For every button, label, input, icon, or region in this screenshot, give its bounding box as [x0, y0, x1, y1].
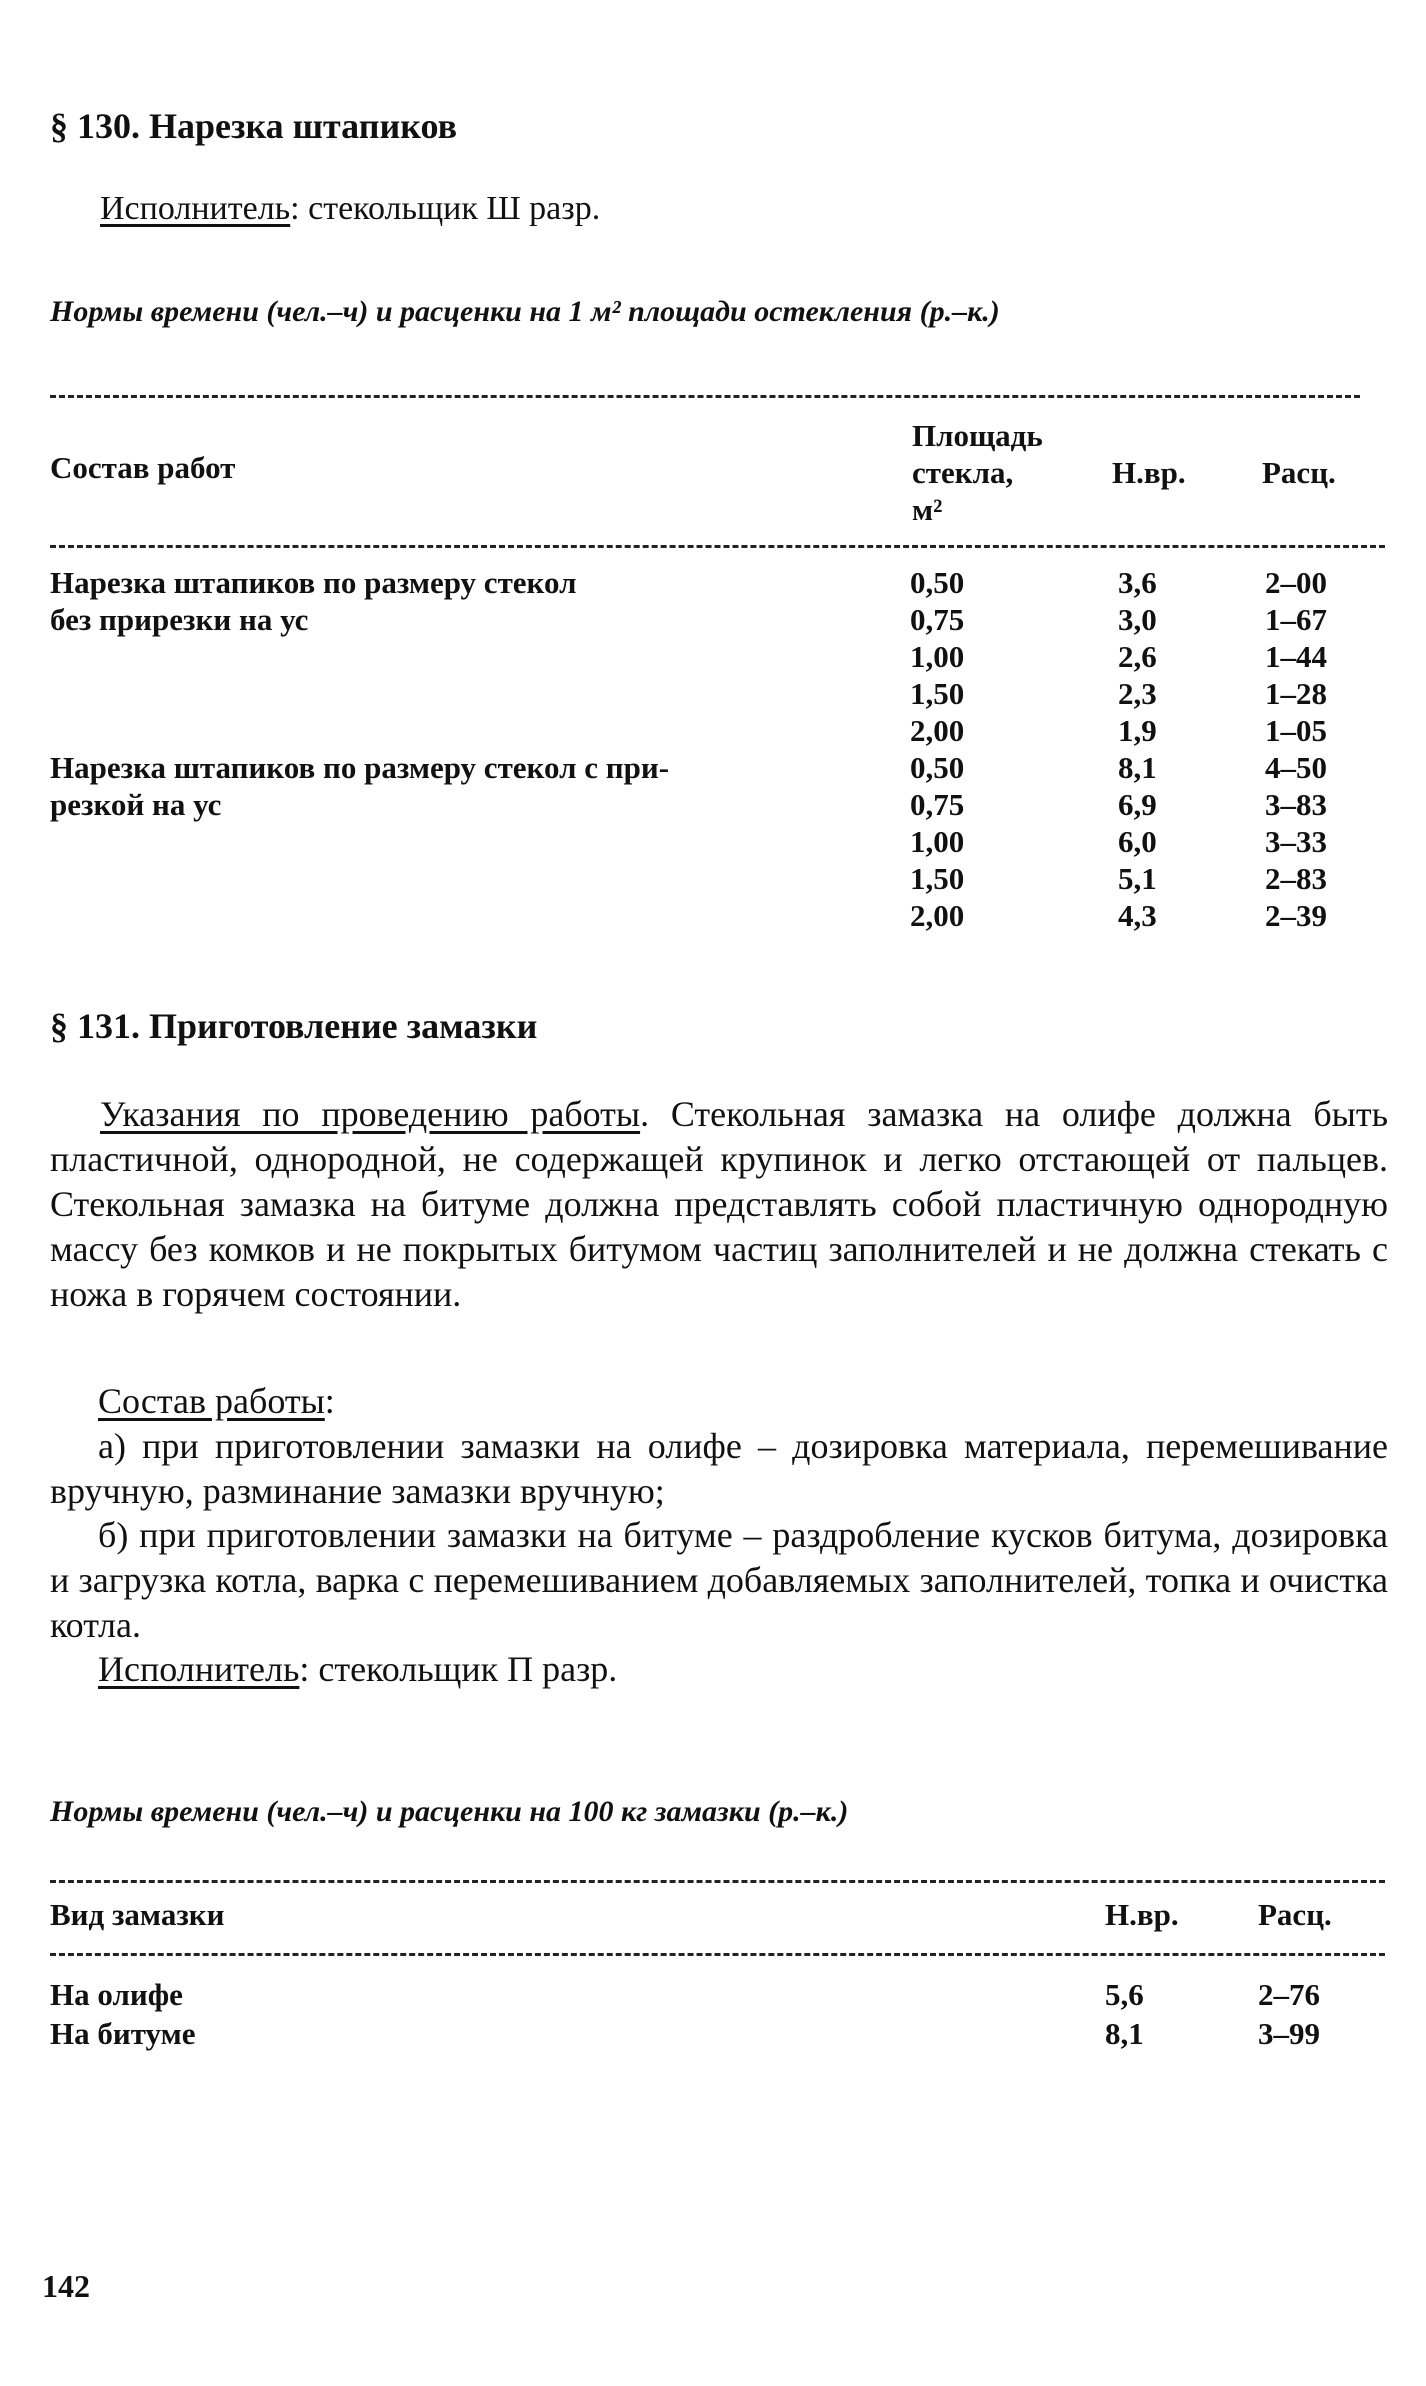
norms-caption-130: Нормы времени (чел.–ч) и расценки на 1 м² площади остекления (р.–к.): [50, 295, 1000, 328]
group-2-desc-line-2: резкой на ус: [50, 787, 222, 822]
table-cell-rasc: 2–83: [1265, 861, 1327, 896]
executor-text: : стекольщик Ш разр.: [290, 190, 601, 227]
executor-label: Исполнитель: [100, 190, 291, 227]
table-cell-nvr: 1,9: [1118, 713, 1157, 748]
table-cell-rasc: 1–44: [1265, 639, 1327, 674]
table-cell-area: 1,50: [910, 861, 965, 896]
group-2-desc-line-1: Нарезка штапиков по размеру стекол с при-: [50, 750, 670, 785]
table-cell-rasc: 1–28: [1265, 676, 1327, 711]
table-cell-area: 1,50: [910, 676, 965, 711]
executor-text: : стекольщик П разр.: [299, 1649, 618, 1689]
table2-rule-header: [50, 1953, 1385, 1956]
table-cell-nvr: 5,1: [1118, 861, 1157, 896]
section-131-executor: [98, 1648, 617, 1690]
instructions-label: Указания по проведению работы: [100, 1094, 641, 1134]
table-cell-nvr: 6,0: [1118, 824, 1157, 859]
table-cell-type: На олифе: [50, 1977, 183, 2012]
composition-label: Состав работы: [98, 1381, 325, 1421]
table-cell-area: 1,00: [910, 824, 965, 859]
header-nvr: Н.вр.: [1112, 455, 1186, 490]
table-cell-nvr: 8,1: [1105, 2016, 1144, 2051]
table-cell-area: 1,00: [910, 639, 965, 674]
header-work: Состав работ: [50, 450, 236, 485]
header-nvr: Н.вр.: [1105, 1897, 1179, 1932]
section-130-title: § 130. Нарезка штапиков: [50, 106, 458, 146]
table-cell-nvr: 6,9: [1118, 787, 1157, 822]
table-cell-nvr: 4,3: [1118, 898, 1157, 933]
composition-item-a: а) при приготовлении замазки на олифе – дозировка материала, перемешивание вручную, разминание замазки вручную;: [50, 1426, 1388, 1511]
table-cell-nvr: 8,1: [1118, 750, 1157, 785]
header-area-1: Площадь: [912, 418, 1043, 453]
table-cell-area: 0,75: [910, 787, 965, 822]
table-cell-rasc: 3–83: [1265, 787, 1327, 822]
table-cell-rasc: 1–67: [1265, 602, 1327, 637]
table-cell-nvr: 2,3: [1118, 676, 1157, 711]
table-cell-rasc: 2–76: [1258, 1977, 1320, 2012]
table-rule-header: [50, 545, 1385, 548]
instructions-paragraph: [50, 1092, 1388, 1317]
table-cell-nvr: 3,0: [1118, 602, 1157, 637]
section-130-executor: [100, 190, 600, 228]
table-cell-area: 0,50: [910, 750, 965, 785]
table2-rule-top: [50, 1880, 1385, 1883]
header-type: Вид замазки: [50, 1897, 225, 1932]
instructions-text: . Стекольная замазка на олифе должна быть пластичной, однородной, не содержащей крупинок и легко отстающей от пальцев. Стекольная замазка на битуме должна представлять собой пластичную однородную массу без комков и не покрытых битумом частиц заполнителей и не должна стекать с ножа в горячем состоянии.: [50, 1094, 1388, 1314]
section-131-title: § 131. Приготовление замазки: [50, 1006, 538, 1046]
table-cell-rasc: 2–39: [1265, 898, 1327, 933]
header-rasc: Расц.: [1262, 455, 1336, 490]
table-cell-area: 2,00: [910, 898, 965, 933]
page-number: 142: [42, 2268, 90, 2304]
table-cell-nvr: 2,6: [1118, 639, 1157, 674]
table-cell-rasc: 1–05: [1265, 713, 1327, 748]
group-1-desc-line-1: Нарезка штапиков по размеру стекол: [50, 565, 577, 600]
table-cell-nvr: 3,6: [1118, 565, 1157, 600]
composition-colon: :: [324, 1381, 335, 1421]
table-cell-rasc: 4–50: [1265, 750, 1327, 785]
header-area-3: м²: [912, 492, 943, 527]
table-cell-rasc: 2–00: [1265, 565, 1327, 600]
group-1-desc-line-2: без прирезки на ус: [50, 602, 309, 637]
header-area-2: стекла,: [912, 455, 1014, 490]
norms-caption-131: Нормы времени (чел.–ч) и расценки на 100 кг замазки (р.–к.): [50, 1795, 849, 1828]
table-cell-type: На битуме: [50, 2016, 196, 2051]
header-rasc: Расц.: [1258, 1897, 1332, 1932]
composition-heading: [98, 1380, 335, 1422]
table-cell-rasc: 3–33: [1265, 824, 1327, 859]
table-cell-area: 0,75: [910, 602, 965, 637]
table-cell-rasc: 3–99: [1258, 2016, 1320, 2051]
table-cell-area: 2,00: [910, 713, 965, 748]
composition-item-b: б) при приготовлении замазки на битуме – раздробление кусков битума, дозировка и загрузка котла, варка с перемешиванием добавляемых заполнителей, топка и очистка котла.: [50, 1515, 1388, 1645]
table-cell-nvr: 5,6: [1105, 1977, 1144, 2012]
executor-label: Исполнитель: [98, 1649, 300, 1689]
table-rule-top: [50, 395, 1360, 398]
table-cell-area: 0,50: [910, 565, 965, 600]
